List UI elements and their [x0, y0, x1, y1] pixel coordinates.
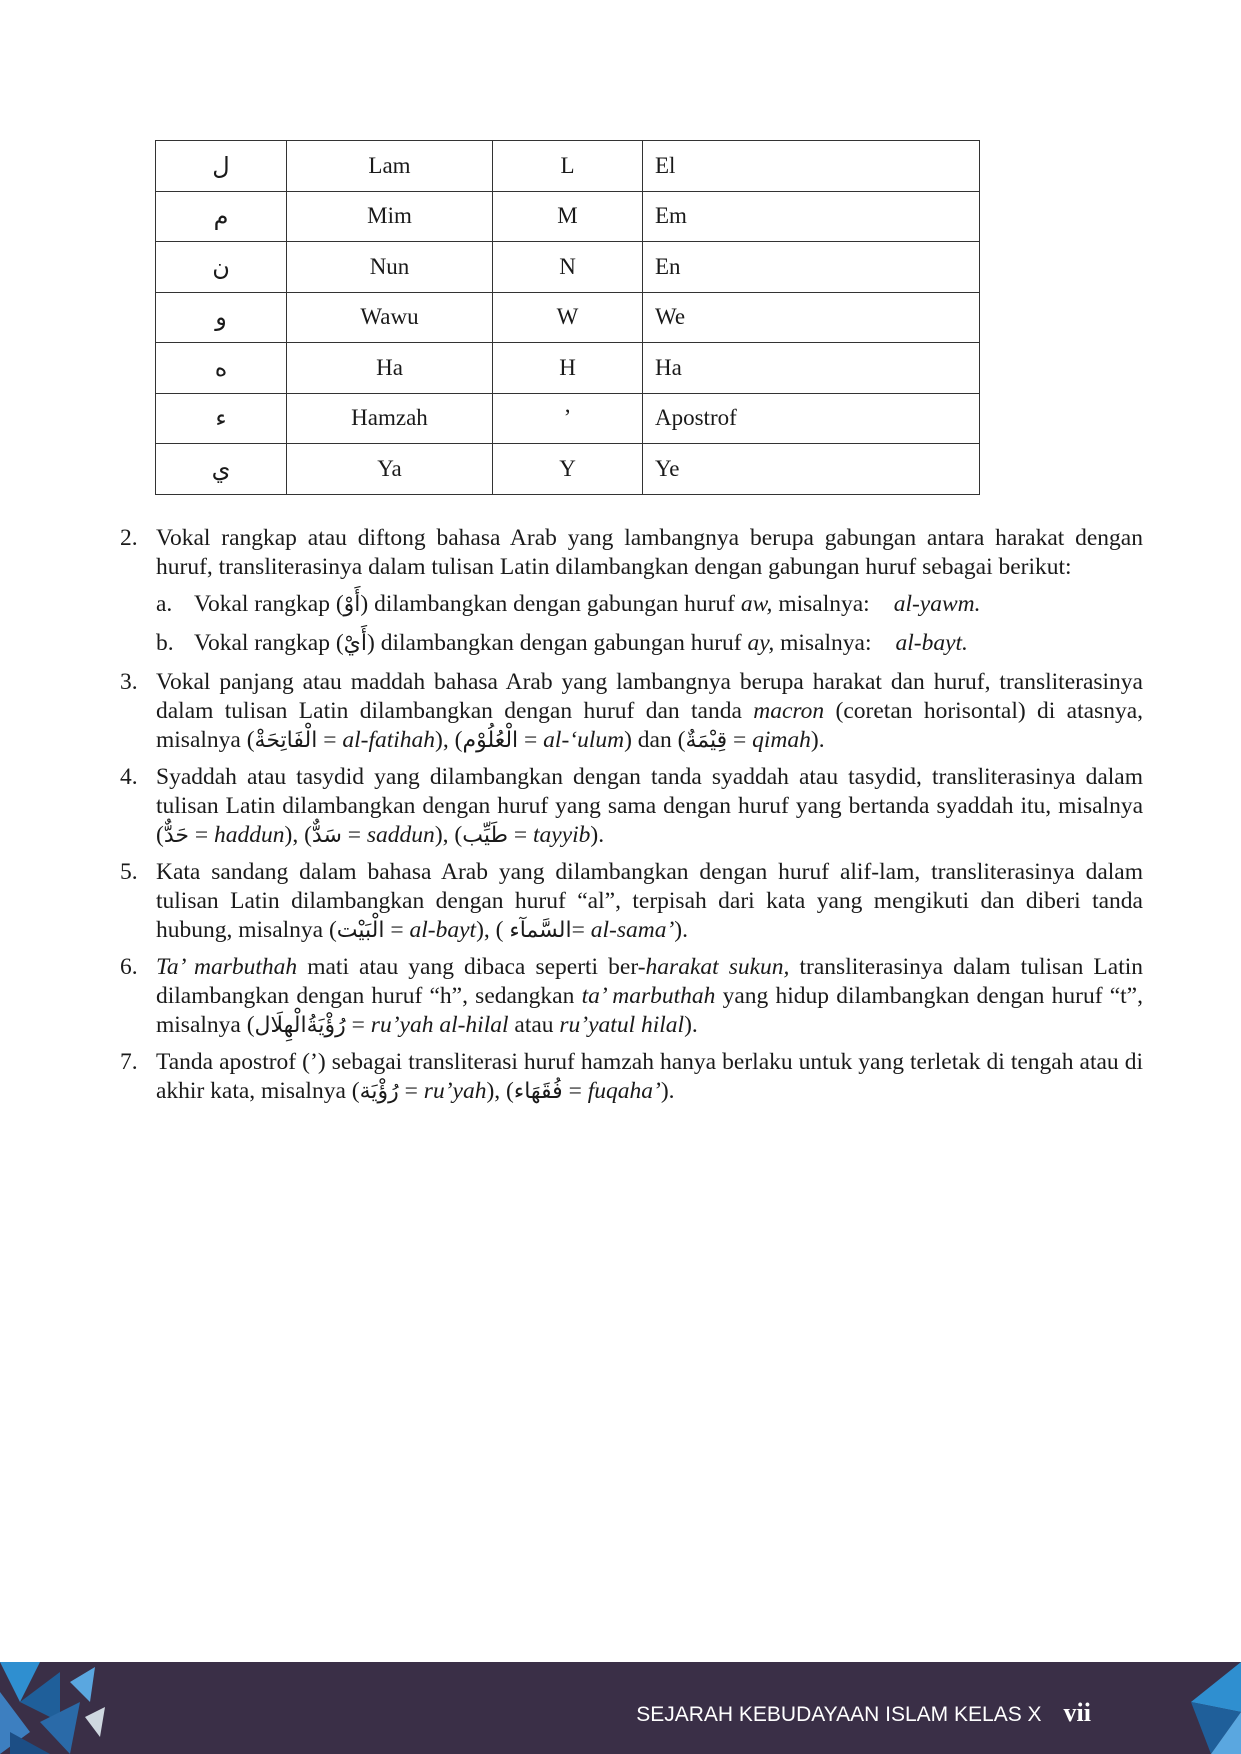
transliteration-rules — [120, 524, 1143, 1114]
letter-name: Ha — [287, 343, 493, 394]
rule-number: 3. — [120, 669, 138, 695]
latin-letter: M — [493, 191, 643, 242]
table-row — [156, 444, 980, 495]
example: al-bayt. — [895, 630, 968, 656]
rule-2b: b. Vokal rangkap (أَيْ) dilambangkan dengan gabungan huruf ay, misalnya: al-bayt. — [156, 630, 968, 656]
table-row — [156, 242, 980, 293]
rule-text: Tanda apostrof (’) sebagai transliterasi huruf hamzah hanya berlaku untuk yang terletak di tengah atau di akhir kata, misalnya (رُؤْيَة = ru’yah), (فُقَهَاء = fuqaha’). — [156, 1049, 1143, 1104]
page-number: vii — [1063, 1698, 1091, 1727]
rule-number: 7. — [120, 1049, 138, 1075]
arabic-letter: و — [156, 292, 287, 343]
rule-4 — [120, 763, 1143, 850]
arabic-term: أَوْ — [343, 592, 361, 617]
arabic-letter: ن — [156, 242, 287, 293]
book-title: SEJARAH KEBUDAYAAN ISLAM KELAS X — [636, 1703, 1042, 1726]
rule-text: Vokal panjang atau maddah bahasa Arab yang lambangnya berupa harakat dan huruf, transliterasinya dalam tulisan Latin dilambangkan dengan huruf dan tanda macron (coretan horisontal) di atasnya, misalnya (الْفَاتِحَةْ = al-fatihah), (الْعُلُوْم = al-‘ulum) dan (قِيْمَةٌ = qimah). — [156, 669, 1143, 753]
table-row — [156, 292, 980, 343]
table-row — [156, 393, 980, 444]
example: al-yawm. — [893, 591, 981, 617]
table-row — [156, 141, 980, 192]
arabic-letter: م — [156, 191, 287, 242]
rule-6 — [120, 953, 1143, 1040]
transliteration-table — [155, 140, 980, 495]
arabic-letter: ه — [156, 343, 287, 394]
letter-description: Em — [643, 191, 980, 242]
latin-letter: ’ — [493, 393, 643, 444]
latin-letter: Y — [493, 444, 643, 495]
letter-name: Hamzah — [287, 393, 493, 444]
rule-text: Kata sandang dalam bahasa Arab yang dilambangkan dengan huruf alif-lam, transliterasinya dalam tulisan Latin dilambangkan dengan huruf “al”, terpisah dari kata yang mengikuti dan diberi tanda hubung, misalnya (الْبَيْت = al-bayt), ( السَّمآء= al-sama’). — [156, 859, 1143, 943]
letter-name: Mim — [287, 191, 493, 242]
arabic-letter: ل — [156, 141, 287, 192]
rule-5 — [120, 858, 1143, 945]
letter-description: Apostrof — [643, 393, 980, 444]
rule-number: 2. — [120, 525, 138, 551]
letter-name: Lam — [287, 141, 493, 192]
sub-number: b. — [156, 630, 174, 656]
rule-3 — [120, 668, 1143, 755]
arabic-term: أَيْ — [343, 631, 368, 656]
rule-text: Syaddah atau tasydid yang dilambangkan dengan tanda syaddah atau tasydid, transliterasinya dalam tulisan Latin dilambangkan dengan huruf yang sama dengan huruf yang bertanda syaddah itu, misalnya (حَدٌّ = haddun), (سَدٌّ = saddun), (طَيِّب = tayyib). — [156, 764, 1143, 848]
rule-text: Ta’ marbuthah mati atau yang dibaca seperti ber-harakat sukun, transliterasinya dalam tulisan Latin dilambangkan dengan huruf “h”, sedangkan ta’ marbuthah yang hidup dilambangkan dengan huruf “t”, misalnya (رُؤْيَةُالْهِلَال = ru’yah al-hilal atau ru’yatul hilal). — [156, 954, 1144, 1038]
triangle-decoration-icon — [1151, 1662, 1241, 1754]
latin-letter: W — [493, 292, 643, 343]
rule-number: 6. — [120, 954, 138, 980]
arabic-letter: ي — [156, 444, 287, 495]
letter-description: En — [643, 242, 980, 293]
rule-number: 4. — [120, 764, 138, 790]
letter-description: El — [643, 141, 980, 192]
letter-name: Nun — [287, 242, 493, 293]
latin-letter: H — [493, 343, 643, 394]
page-footer — [0, 1662, 1241, 1754]
footer-title — [636, 1698, 1091, 1728]
letter-description: We — [643, 292, 980, 343]
rule-number: 5. — [120, 859, 138, 885]
letter-description: Ha — [643, 343, 980, 394]
letter-name: Wawu — [287, 292, 493, 343]
arabic-letter: ء — [156, 393, 287, 444]
table-row — [156, 343, 980, 394]
triangle-decoration-icon — [0, 1662, 110, 1754]
rule-text: Vokal rangkap atau diftong bahasa Arab yang lambangnya berupa gabungan antara harakat dengan huruf, transliterasinya dalam tulisan Latin dilambangkan dengan gabungan huruf sebagai berikut: — [156, 525, 1143, 580]
rule-2a: a. Vokal rangkap (أَوْ) dilambangkan dengan gabungan huruf aw, misalnya: al-yawm. — [156, 591, 981, 617]
sub-number: a. — [156, 591, 173, 617]
letter-name: Ya — [287, 444, 493, 495]
latin-letter: N — [493, 242, 643, 293]
letter-description: Ye — [643, 444, 980, 495]
table-row — [156, 191, 980, 242]
rule-7 — [120, 1048, 1143, 1106]
latin-letter: L — [493, 141, 643, 192]
rule-2 — [120, 524, 1143, 658]
